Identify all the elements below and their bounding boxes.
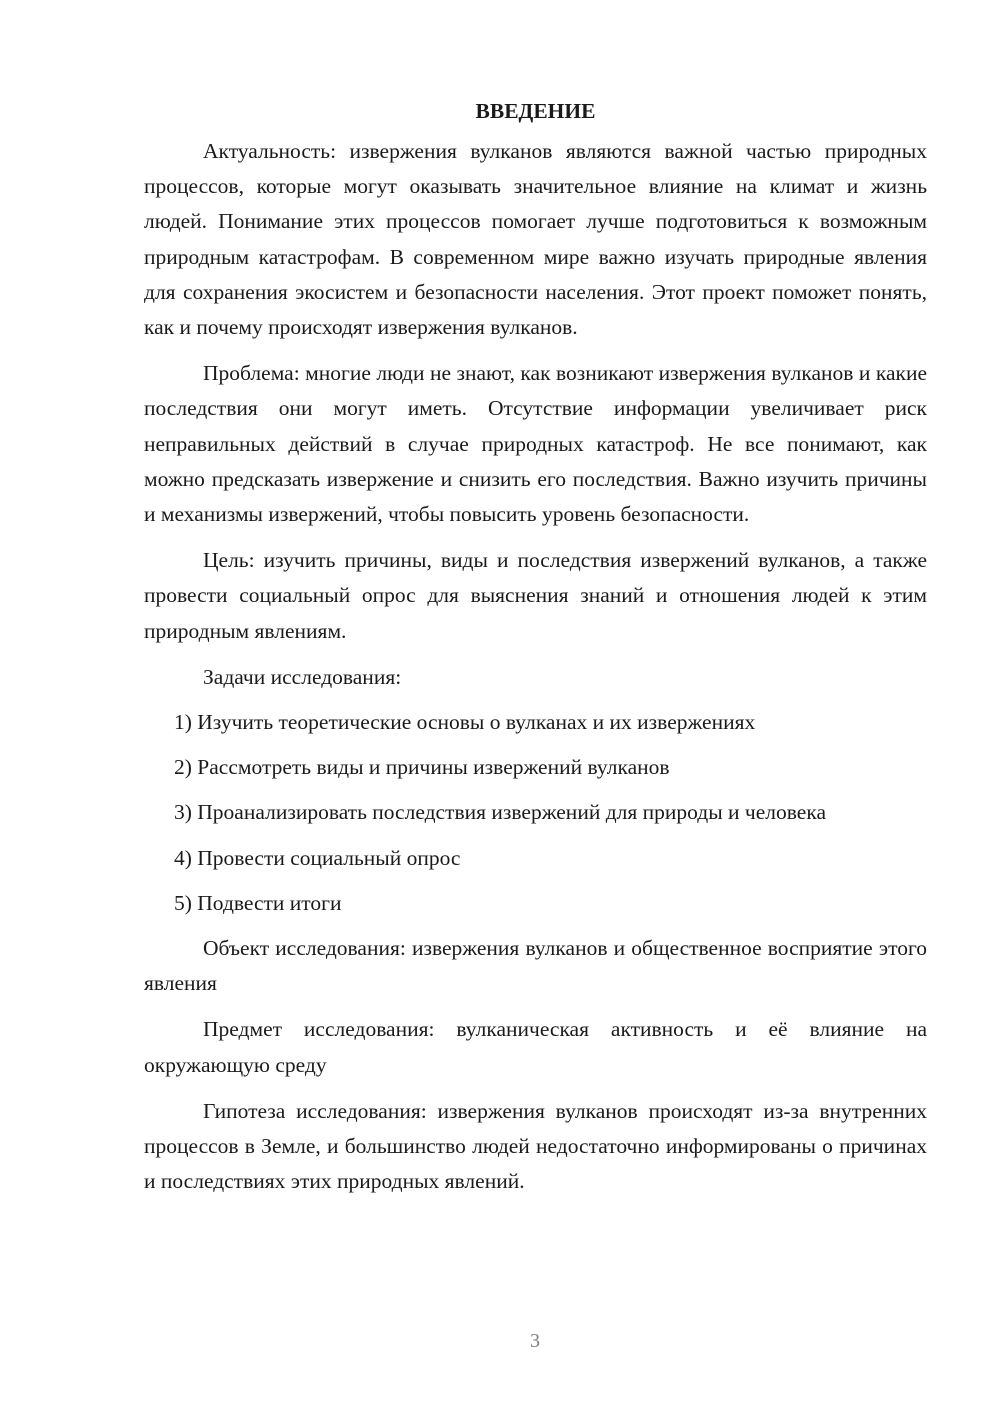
document-body [144, 94, 927, 1210]
task-item-5: 5) Подвести итоги [174, 890, 342, 915]
paragraph-relevance: Актуальность: извержения вулканов являются важной частью природных процессов, которые могут оказывать значительное влияние на климат и жизнь людей. Понимание этих процессов помогает лучше подготовиться к возможным природным катастрофам. В современном мире важно изучать природные явления для сохранения экосистем и безопасности населения. Этот проект поможет понять, как и почему происходят извержения вулканов. [144, 139, 927, 340]
page-title: ВВЕДЕНИЕ [475, 99, 596, 123]
task-item-2: 2) Рассмотреть виды и причины извержений вулканов [174, 755, 670, 780]
paragraph-subject: Предмет исследования: вулканическая активность и её влияние на окружающую среду [144, 1017, 927, 1077]
task-item-1: 1) Изучить теоретические основы о вулканах и их извержениях [174, 710, 756, 735]
tasks-heading: Задачи исследования: [203, 664, 402, 689]
paragraph-goal: Цель: изучить причины, виды и последствия извержений вулканов, а также провести социальный опрос для выяснения знаний и отношения людей к этим природным явлениям. [144, 548, 927, 643]
paragraph-object: Объект исследования: извержения вулканов и общественное восприятие этого явления [144, 936, 927, 996]
paragraph-hypothesis: Гипотеза исследования: извержения вулканов происходят из-за внутренних процессов в Земле, и большинство людей недостаточно информированы о причинах и последствиях этих природных явлений. [144, 1098, 927, 1194]
paragraph-problem: Проблема: многие люди не знают, как возникают извержения вулканов и какие последствия они могут иметь. Отсутствие информации увеличивает риск неправильных действий в случае природных катастроф. Не все понимают, как можно предсказать извержение и снизить его последствия. Важно изучить причины и механизмы извержений, чтобы повысить уровень безопасности. [144, 361, 927, 527]
task-item-4: 4) Провести социальный опрос [174, 845, 461, 870]
task-item-3: 3) Проанализировать последствия извержений для природы и человека [174, 800, 826, 825]
page-number: 3 [530, 1330, 540, 1352]
